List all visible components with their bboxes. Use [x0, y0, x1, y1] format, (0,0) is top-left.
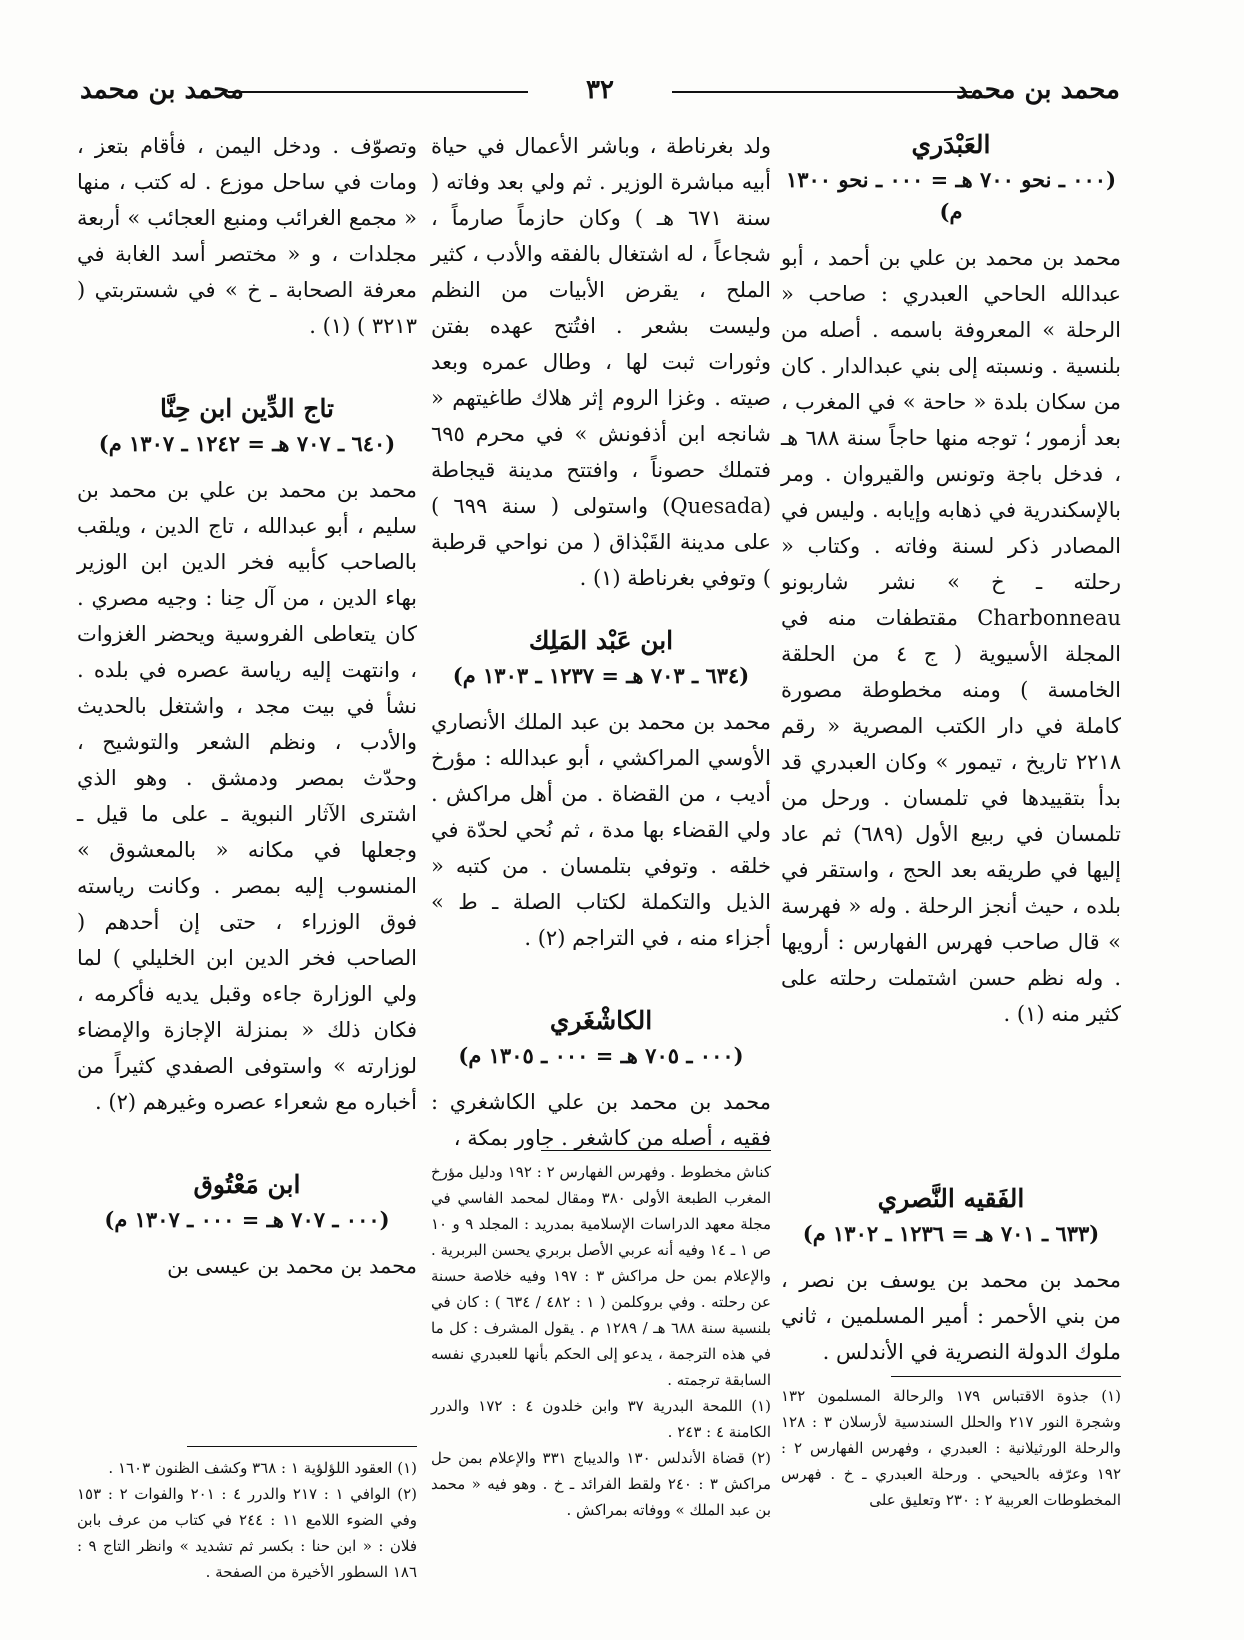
column-right — [781, 128, 1121, 1370]
entry-body: محمد بن محمد بن علي بن أحمد ، أبو عبدالله الحاحي العبدري : صاحب « الرحلة » المعروفة باسمه . أصله من بلنسية . ونسبته إلى بني عبدالدار . كان من سكان بلدة « حاحة » في المغرب ، بعد أزمور ؛ توجه منها حاجاً سنة ٦٨٨ هـ ، فدخل باجة وتونس والقيروان . ومر بالإسكندرية في ذهابه وإيابه . وليس في المصادر ذكر لسنة وفاته . وكتاب « رحلته ـ خ » نشر شاربونو Charbonneau مقتطفات منه في المجلة الأسيوية ( ج ٤ من الحلقة الخامسة ) ومنه مخطوطة مصورة كاملة في دار الكتب المصرية « رقم ٢٢١٨ تاريخ ، تيمور » وكان العبدري قد بدأ بتقييدها في تلمسان . ورحل من تلمسان في ربيع الأول (٦٨٩) ثم عاد إليها في طريقه بعد الحج ، واستقر في بلده ، حيث أنجز الرحلة . وله « فهرسة » قال صاحب فهرس الفهارس : أرويها . وله نظم حسن اشتملت رحلته على كثير منه (١) . — [781, 246, 1121, 1026]
footnote: (١) اللمحة البدرية ٣٧ وابن خلدون ٤ : ١٧٢ والدرر الكامنة ٤ : ٢٤٣ . — [431, 1397, 771, 1441]
header-right-title: محمد بن محمد — [956, 75, 1120, 105]
footnote: (٢) الوافي ١ : ٢١٧ والدرر ٤ : ٢٠١ والفوات ٢ : ١٥٣ وفي الضوء اللامع ١١ : ٢٤٤ في كتاب من عرف بابن فلان : « ابن حنا : بكسر ثم تشديد » وانظر التاج ٩ : ١٨٦ السطور الأخيرة من الصفحة . — [77, 1485, 418, 1581]
header-rule-right — [672, 91, 972, 93]
entry-dates: (٦٤٠ ـ ٧٠٧ هـ = ١٢٤٢ ـ ١٣٠٧ م) — [98, 431, 396, 456]
footnotes-middle — [431, 1150, 771, 1523]
entry-dates: (٠٠٠ ـ ٧٠٥ هـ = ٠٠٠ ـ ١٣٠٥ م) — [458, 1043, 744, 1068]
entry-title: العَبْدَري — [911, 130, 991, 159]
column-left — [77, 128, 417, 1284]
entry-body: محمد بن محمد بن علي بن محمد بن سليم ، أبو عبدالله ، تاج الدين ، ويلقب بالصاحب كأبيه فخر الدين ابن الوزير بهاء الدين ، من آل حِنا : وجيه مصري . كان يتعاطى الفروسية ويحضر الغزوات ، وانتهت إليه رياسة عصره في بلده . نشأ في بيت مجد ، واشتغل بالحديث والأدب ، ونظم الشعر والتوشيح ، وحدّث بمصر ودمشق . وهو الذي اشترى الآثار النبوية ـ على ما قيل ـ وجعلها في مكانه « بالمعشوق » المنسوب إليه بمصر . وكانت رياسته فوق الوزراء ، حتى إن أحدهم ( الصاحب فخر الدين ابن الخليلي ) لما ولي الوزارة جاءه وقبل يديه فأكرمه ، فكان ذلك « بمنزلة الإجازة والإمضاء لوزارته » واستوفى الصفدي كثيراً من أخباره مع شعراء عصره وغيرهم (٢) . — [77, 478, 417, 1114]
column-middle — [431, 128, 771, 1156]
entry-dates: (٦٣٣ ـ ٧٠١ هـ = ١٢٣٦ ـ ١٣٠٢ م) — [802, 1221, 1100, 1246]
entry-title: تاج الدِّين ابن حِنَّا — [159, 394, 335, 423]
footnote-rule — [891, 1376, 1121, 1377]
entry-body-continued: وتصوّف . ودخل اليمن ، فأقام بتعز ، ومات في ساحل موزع . له كتب ، منها « مجمع الغرائب ومنبع العجائب » أربعة مجلدات ، و « مختصر أسد الغابة في معرفة الصحابة ـ خ » في شستربتي ( ٣٢١٣ ) (١) . — [77, 134, 417, 338]
header-left-title: محمد بن محمد — [80, 75, 244, 105]
entry-title: الفَقيه النَّصري — [877, 1184, 1025, 1213]
entry-body: محمد بن محمد بن علي الكاشغري : فقيه ، أصله من كاشغر . جاور بمكة ، — [431, 1090, 771, 1150]
running-header — [80, 72, 1120, 108]
entry-body-continued: ولد بغرناطة ، وباشر الأعمال في حياة أبيه مباشرة الوزير . ثم ولي بعد وفاته ( سنة ٦٧١ هـ ) وكان حازماً صارماً ، شجاعاً ، له اشتغال بالفقه والأدب ، كثير الملح ، يقرض الأبيات من النظم وليست بشعر . افتُتح عهده بفتن وثورات ثبت لها ، وطال عمره وبعد صيته . وغزا الروم إثر هلاك طاغيتهم « شانجه ابن أذفونش » في محرم ٦٩٥ فتملك حصوناً ، وافتتح مدينة قيجاطة (Quesada) واستولى ( سنة ٦٩٩ ) على مدينة القَبْذاق ( من نواحي قرطبة ) وتوفي بغرناطة (١) . — [431, 134, 772, 590]
footnote: كناش مخطوط . وفهرس الفهارس ٢ : ١٩٢ ودليل مؤرخ المغرب الطبعة الأولى ٣٨٠ ومقال لمحمد الفاسي في مجلة معهد الدراسات الإسلامية بمدريد : المجلد ٩ و ١٠ ص ١ ـ ١٤ وفيه أنه عربي الأصل بربري يحسن البربرية . والإعلام بمن حل مراكش ٣ : ١٩٧ وفيه خلاصة حسنة عن رحلته . وفي بروكلمن ( ١ : ٤٨٢ / ٦٣٤ ) : كان في بلنسية سنة ٦٨٨ هـ / ١٢٨٩ م . يقول المشرف : كل ما في هذه الترجمة ، يدعو إلى الحكم بأنها للعبدري نفسه السابقة ترجمته . — [431, 1163, 772, 1389]
entry-dates: (٠٠٠ ـ ٧٠٧ هـ = ٠٠٠ ـ ١٣٠٧ م) — [104, 1207, 390, 1232]
footnotes-left — [77, 1446, 417, 1585]
entry-title: الكاشْغَري — [549, 1006, 653, 1035]
entry-body: محمد بن محمد بن عبد الملك الأنصاري الأوسي المراكشي ، أبو عبدالله : مؤرخ أديب ، من القضاة . من أهل مراكش . ولي القضاء بها مدة ، ثم نُحي لحدّة في خلقه . وتوفي بتلمسان . من كتبه « الذيل والتكملة لكتاب الصلة ـ ط » أجزاء منه ، في التراجم (٢) . — [431, 710, 771, 950]
footnotes-right — [781, 1376, 1121, 1513]
entry-title: ابن عَبْد المَلِك — [528, 626, 674, 655]
page-number: ٣٢ — [586, 75, 614, 105]
entry-dates: (٠٠٠ ـ نحو ٧٠٠ هـ = ٠٠٠ ـ نحو ١٣٠٠ م) — [785, 167, 1117, 224]
footnote-rule — [187, 1446, 417, 1447]
footnote: (٢) قضاة الأندلس ١٣٠ والديباج ٣٣١ والإعلام بمن حل مراكش ٣ : ٢٤٠ ولقط الفرائد ـ خ . وهو فيه « محمد بن عبد الملك » ووفاته بمراكش . — [431, 1449, 771, 1519]
entry-body: محمد بن محمد بن عيسى بن — [167, 1254, 417, 1278]
entry-body: محمد بن محمد بن يوسف بن نصر ، من بني الأحمر : أمير المسلمين ، ثاني ملوك الدولة النصرية في الأندلس . — [781, 1268, 1121, 1364]
footnote: (١) جذوة الاقتباس ١٧٩ والرحالة المسلمون ١٣٢ وشجرة النور ٢١٧ والحلل السندسية لأرسلان ٣ : ١٢٨ والرحلة الورثيلانية : العبدري ، وفهرس الفهارس ٢ : ١٩٢ وعرّفه بالحيحي . ورحلة العبدري ـ خ . فهرس المخطوطات العربية ٢ : ٢٣٠ وتعليق على — [781, 1387, 1121, 1509]
entry-dates: (٦٣٤ ـ ٧٠٣ هـ = ١٢٣٧ ـ ١٣٠٣ م) — [452, 663, 750, 688]
footnote-rule — [541, 1150, 771, 1151]
header-rule-left — [228, 91, 528, 93]
entry-title: ابن مَعْتُوق — [193, 1170, 301, 1199]
footnote: (١) العقود اللؤلؤية ١ : ٣٦٨ وكشف الظنون ١٦٠٣ . — [108, 1459, 417, 1477]
